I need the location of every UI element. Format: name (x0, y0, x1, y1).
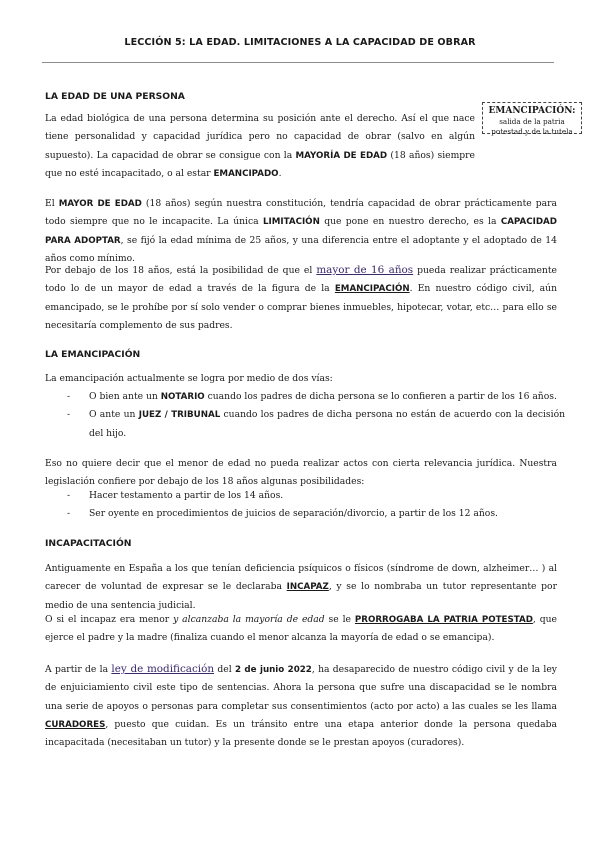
title-divider (42, 62, 554, 63)
heading-emancipacion: LA EMANCIPACIÓN (45, 349, 141, 360)
paragraph-edad-1 (45, 110, 475, 183)
text: , se fijó la edad mínima de 25 años, y una diferencia entre el adoptante y el adoptado de 14 años como mínimo. (45, 234, 557, 264)
text: El (45, 198, 59, 209)
bold-term: NOTARIO (160, 392, 205, 402)
text: . (278, 167, 282, 179)
paragraph-edad-2 (45, 195, 557, 268)
text: Hacer testamento a partir de los 14 años. (89, 490, 284, 501)
underlined-term: EMANCIPACIÓN (334, 284, 410, 295)
list-item (45, 487, 565, 505)
bold-term: MAYORÍA DE EDAD (295, 150, 388, 161)
emancipacion-list (45, 388, 565, 443)
text: O si el incapaz era menor (45, 614, 174, 625)
text: (18 años) según nuestra constitución, tendría capacidad de obrar prácticamente para todo siempre que no le incapacite. La única (45, 198, 557, 228)
list-item (45, 505, 565, 523)
bold-date: 2 de junio 2022 (234, 665, 312, 675)
text: pueda realizar prácticamente todo lo de un mayor de edad a través de la figura de la (45, 265, 557, 295)
highlight-term: mayor de 16 años (316, 264, 414, 276)
posibilidades-list (45, 487, 565, 524)
list-dash: - (67, 490, 71, 501)
callout-title: EMANCIPACIÓN: (488, 106, 576, 116)
document-title: LECCIÓN 5: LA EDAD. LIMITACIONES A LA CAPACIDAD DE OBRAR (124, 37, 476, 48)
paragraph-emancipacion-intro: La emancipación actualmente se logra por medio de dos vías: (45, 373, 333, 384)
italic-text: y alcanzaba la mayoría de edad (173, 614, 325, 625)
bold-term: JUEZ / TRIBUNAL (138, 410, 221, 421)
underlined-term: INCAPAZ (286, 582, 329, 593)
paragraph-emancipacion-2: Eso no quiere decir que el menor de edad no pueda realizar actos con cierta relevancia jurídica. Nuestra legislación confiere por debajo de los 18 años algunas posibilidades: (45, 458, 557, 488)
underlined-term: CURADORES (45, 719, 106, 730)
text: O bien ante un (89, 391, 161, 402)
underlined-term: PRORROGABA LA PATRIA POTESTAD (354, 615, 533, 625)
highlight-term: ley de modificación (111, 663, 215, 675)
text: La edad biológica de una persona determina su posición ante el derecho. Así el que nace tiene personalidad y capacidad jurídica pero no capacidad de obrar (salvo en algún supuesto). La capacidad de obrar se consigue con la (45, 113, 475, 161)
text: Ser oyente en procedimientos de juicios de separación/divorcio, a partir de los 12 años. (89, 508, 498, 520)
paragraph-incapacitacion-3 (45, 660, 557, 752)
list-item (45, 406, 565, 443)
bold-term: EMANCIPADO (213, 168, 279, 179)
list-dash: - (67, 508, 71, 520)
text: A partir de la (45, 664, 112, 675)
text: , puesto que cuidan. Es un tránsito entre una etapa anterior donde la persona quedaba incapacitada (necesitaban un tutor) y la presente donde se le prestan apoyos (curadores). (45, 718, 557, 749)
text: . En nuestro código civil, aún emancipado, se le prohíbe por sí solo vender o comprar bienes inmuebles, hipotecar, votar, etc… para ello se necesitaría complemento de sus padres. (45, 283, 557, 331)
paragraph-edad-3 (45, 261, 557, 335)
bold-term: MAYOR DE EDAD (58, 199, 142, 209)
text: , ha desaparecido de nuestro código civil y de la ley de enjuiciamiento civil este tipo de sentencias. Ahora la persona que sufre una discapacidad se le nombra una serie de apoyos o personas para completar sus consentimientos (acto por acto) a las cuales se les llama (45, 664, 557, 712)
text: del (214, 664, 235, 675)
text: (18 años) siempre que no esté incapacitado, o al estar (45, 149, 475, 179)
bold-term: LIMITACIÓN (262, 217, 320, 228)
text: se le (324, 614, 355, 625)
text: O ante un (89, 409, 139, 421)
heading-edad: LA EDAD DE UNA PERSONA (45, 91, 185, 102)
heading-incapacitacion: INCAPACITACIÓN (45, 538, 132, 549)
text: cuando los padres de dicha persona no están de acuerdo con la decisión del hijo. (89, 409, 566, 439)
text: , que ejerce el padre y la madre (finaliza cuando el menor alcanza la mayoría de edad o se emancipa). (45, 614, 557, 644)
list-item (45, 388, 565, 406)
text: que pone en nuestro derecho, es la (319, 216, 501, 228)
emancipacion-callout (482, 102, 582, 134)
paragraph-incapacitacion-1 (45, 560, 557, 615)
text: Antiguamente en España a los que tenían deficiencia psíquicos o físicos (síndrome de down, alzheimer… ) al carecer de voluntad de expresar se le declaraba (45, 563, 557, 593)
paragraph-incapacitacion-2 (45, 611, 557, 648)
list-dash: - (67, 391, 71, 402)
list-dash: - (67, 409, 71, 421)
text: , y se lo nombraba un tutor representante por medio de una sentencia judicial. (45, 581, 557, 611)
callout-line1: salida de la patria (499, 117, 565, 126)
callout-line2: potestad y de la tutela (491, 126, 573, 136)
text: Por debajo de los 18 años, está la posibilidad de que el (45, 265, 317, 276)
text: cuando los padres de dicha persona se lo confieren a partir de los 16 años. (204, 391, 557, 402)
bold-term: CAPACIDAD PARA ADOPTAR (45, 217, 557, 246)
